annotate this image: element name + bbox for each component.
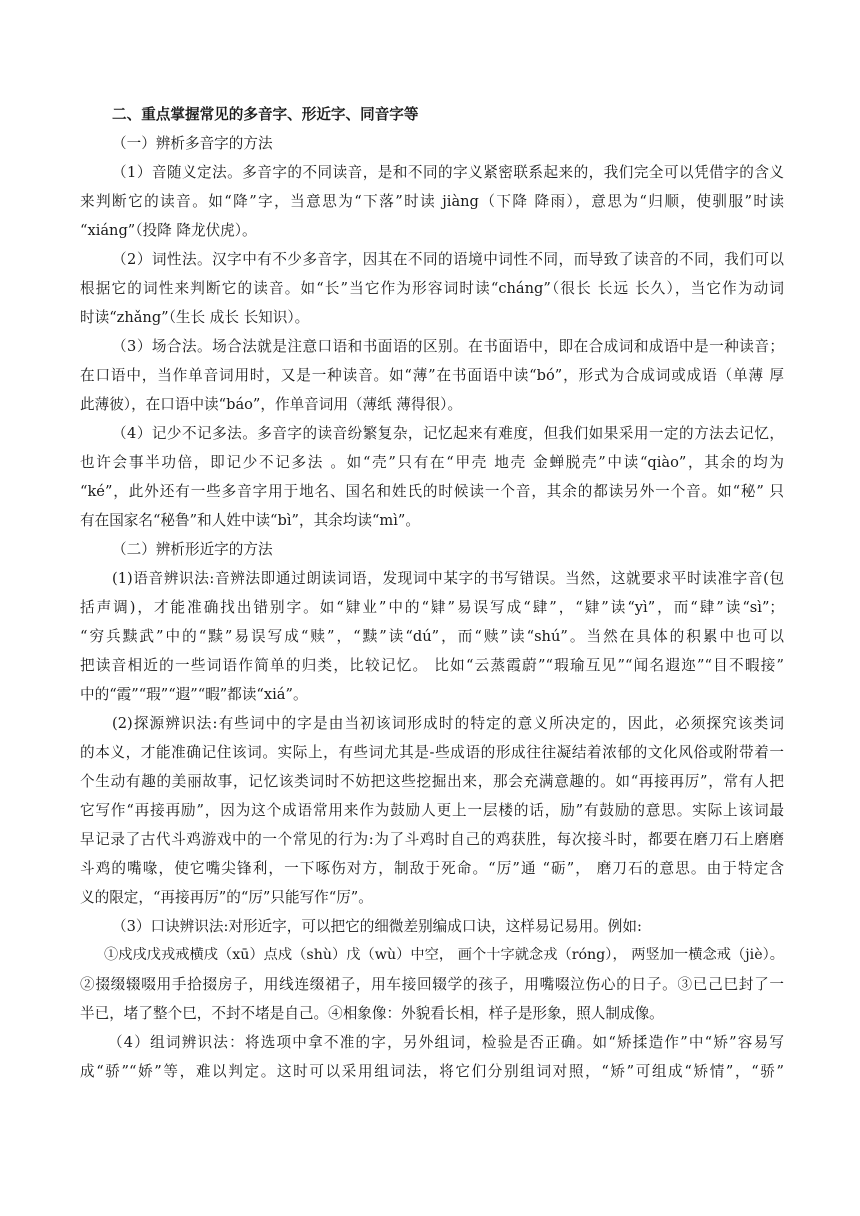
- paragraph-line: 此薄彼），在口语中读“báo”，作单音词用（薄纸 薄得很）。: [80, 396, 463, 413]
- paragraph-line: (2)探源辨识法:有些词中的字是由当初该词形成时的特定的意义所决定的，因此，必须探究该类词: [112, 715, 784, 732]
- paragraph-line: ②掇缀辍啜用手拾掇房子，用线连缀裙子，用车接回辍学的孩子，用嘴啜泣伤心的日子。③已己巳封了一: [80, 976, 784, 993]
- paragraph-line: “ké”，此外还有一些多音字用于地名、国名和姓氏的时候读一个音，其余的都读另外一个音。如“秘” 只: [80, 483, 784, 500]
- paragraph-line: 的本义，才能准确记住该词。实际上，有些词尤其是-些成语的形成往往凝结着浓郁的文化风俗或附带着一: [80, 744, 784, 761]
- paragraph-line: 个生动有趣的美丽故事，记忆该类词时不妨把这些挖掘出来，那会充满意趣的。如“再接再厉”，常有人把: [80, 773, 784, 790]
- subsection-heading: （一）辨析多音字的方法: [112, 135, 273, 152]
- paragraph-line: ①戍戌戊戎戒横戌（xū）点戍（shù）戊（wù）中空， 画个十字就念戎（róng）， 两竖加一横念戒（jiè）。: [104, 947, 784, 963]
- paragraph-line: 它写作“再接再励”，因为这个成语常用来作为鼓励人更上一层楼的话，励”有鼓励的意思。实际上该词最: [80, 802, 784, 819]
- paragraph-line: （3）口诀辨识法:对形近字，可以把它的细微差别编成口诀，这样易记易用。例如:: [112, 918, 642, 935]
- paragraph-line: 时读“zhǎng”（生长 成长 长知识）。: [80, 309, 310, 326]
- paragraph-line: 半已，堵了整个巳，不封不堵是自己。④相象像：外貌看长相，样子是形象，照人制成像。: [80, 1005, 664, 1022]
- paragraph-line: 也许会事半功倍，即记少不记多法 。如“壳”只有在“甲壳 地壳 金蝉脱壳”中读“qiào”，其余的均为: [80, 454, 784, 471]
- section-heading: 二、重点掌握常见的多音字、形近字、同音字等: [112, 106, 419, 123]
- paragraph-line: 根据它的词性来判断它的读音。如“长”当它作为形容词时读“cháng”（很长 长远 长久），当它作为动词: [80, 280, 784, 297]
- paragraph-line: “xiáng”（投降 降龙伏虎）。: [80, 222, 257, 239]
- paragraph-line: 义的限定，“再接再厉”的“厉”只能写作“厉”。: [80, 889, 373, 906]
- paragraph-line: 在口语中，当作单音词用时，又是一种读音。如“薄”在书面语中读“bó”，形式为合成词或成语（单薄 厚: [80, 367, 784, 384]
- paragraph-line: 中的“霞”“瑕”“遐”“暇”都读“xiá”。: [80, 686, 308, 703]
- paragraph-line: （3）场合法。场合法就是注意口语和书面语的区别。在书面语中，即在合成词和成语中是一种读音；: [112, 338, 784, 355]
- paragraph-line: 有在国家名“秘鲁”和人姓中读“bì”，其余均读“mì”。: [80, 512, 420, 529]
- paragraph-line: 早记录了古代斗鸡游戏中的一个常见的行为:为了斗鸡时自己的鸡获胜，每次接斗时，都要在磨刀石上磨磨: [80, 831, 784, 848]
- subsection-heading: （二）辨析形近字的方法: [112, 541, 273, 558]
- paragraph-line: （2）词性法。汉字中有不少多音字，因其在不同的语境中词性不同，而导致了读音的不同，我们可以: [112, 251, 784, 268]
- paragraph-line: 括声调)，才能准确找出错别字。如“肄业”中的“肄”易误写成“肆”，“肄”读“yì”，而“肆”读“sì”；: [80, 599, 784, 616]
- paragraph-line: “穷兵黩武”中的“黩”易误写成“赎”，“黩”读“dú”，而“赎”读“shú”。当然在具体的积累中也可以: [80, 628, 784, 645]
- document-body: [80, 100, 784, 1086]
- paragraph-line: 斗鸡的嘴喙，使它嘴尖锋利，一下啄伤对方，制敌于死命。“厉”通 “砺”， 磨刀石的意思。由于特定含: [80, 860, 784, 877]
- paragraph-line: （4）记少不记多法。多音字的读音纷繁复杂，记忆起来有难度，但我们如果采用一定的方法去记忆，: [112, 425, 784, 442]
- paragraph-line: 来判断它的读音。如“降”字，当意思为“下落”时读 jiàng（下降 降雨），意思为“归顺，使驯服”时读: [80, 193, 784, 210]
- paragraph-line: （4）组词辨识法：将选项中拿不准的字，另外组词，检验是否正确。如“矫揉造作”中“矫”容易写: [108, 1034, 784, 1051]
- paragraph-line: 把读音相近的一些词语作简单的归类，比较记忆。 比如“云蒸霞蔚”“瑕瑜互见”“闻名遐迩”“目不暇接”: [80, 657, 784, 674]
- paragraph-line: (1)语音辨识法:音辨法即通过朗读词语，发现词中某字的书写错误。当然，这就要求平时读准字音(包: [112, 570, 784, 587]
- paragraph-line: 成“骄”“娇”等，难以判定。这时可以采用组词法，将它们分别组词对照，“矫”可组成“矫情”，“骄”: [80, 1063, 784, 1080]
- paragraph-line: （1）音随义定法。多音字的不同读音，是和不同的字义紧密联系起来的，我们完全可以凭借字的含义: [112, 164, 784, 181]
